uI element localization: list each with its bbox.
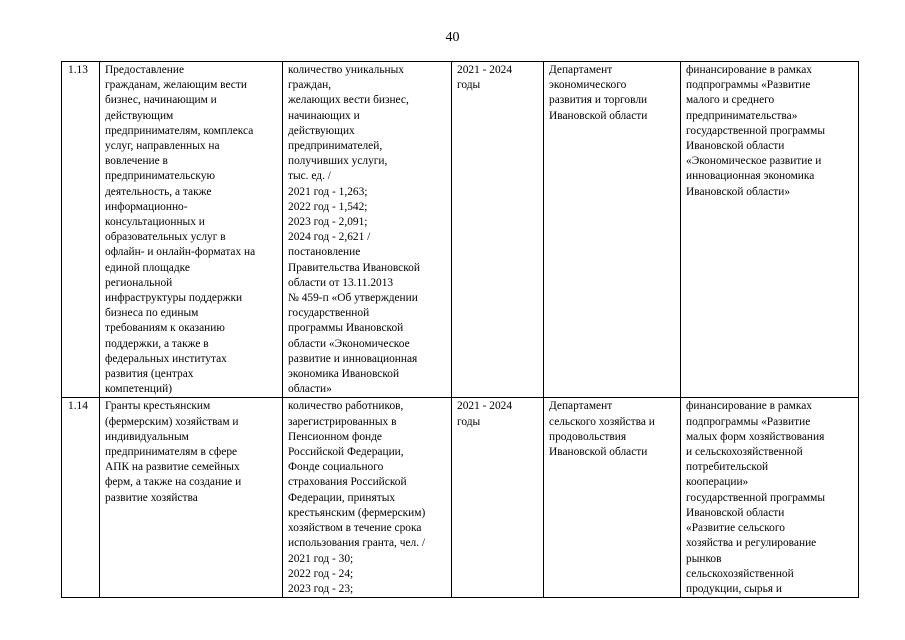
indicator-cell: количество работников, зарегистрированных в Пенсионном фонде Российской Федерации, Фонде социального страхования Российской Федерации, принятых крестьянским (фермерским) хозяйством в течение срока использования гранта, чел. / 2021 год - 30; 2022 год - 24; 2023 год - 23; [283,398,452,598]
measures-table [61,61,859,598]
row-number: 1.13 [62,62,100,398]
activity-cell: Предоставление гражданам, желающим вести бизнес, начинающим и действующим предпринимателям, комплекса услуг, направленных на вовлечение в предпринимательскую деятельность, а также информационно- консультационных и образовательных услуг в офлайн- и онлайн-форматах на единой площадке региональной инфраструктуры поддержки бизнеса по единым требованиям к оказанию поддержки, а также в федеральных институтах развития (центрах компетенций) [100,62,283,398]
period-cell: 2021 - 2024 годы [452,62,544,398]
activity-cell: Гранты крестьянским (фермерским) хозяйствам и индивидуальным предпринимателям в сфере АПК на развитие семейных ферм, а также на создание и развитие хозяйства [100,398,283,598]
page-number: 40 [445,30,460,45]
financing-cell: финансирование в рамках подпрограммы «Развитие малого и среднего предпринимательства» государственной программы Ивановской области «Экономическое развитие и инновационная экономика Ивановской области» [681,62,859,398]
row-number: 1.14 [62,398,100,598]
table-row [62,398,859,598]
financing-cell: финансирование в рамках подпрограммы «Развитие малых форм хозяйствования и сельскохозяйственной потребительской кооперации» государственной программы Ивановской области «Развитие сельского хозяйства и регулирование рынков сельскохозяйственной продукции, сырья и [681,398,859,598]
indicator-cell: количество уникальных граждан, желающих вести бизнес, начинающих и действующих предпринимателей, получивших услуги, тыс. ед. / 2021 год - 1,263; 2022 год - 1,542; 2023 год - 2,091; 2024 год - 2,621 / постановление Правительства Ивановской области от 13.11.2013 № 459-п «Об утверждении государственной программы Ивановской области «Экономическое развитие и инновационная экономика Ивановской области» [283,62,452,398]
table-row [62,62,859,398]
period-cell: 2021 - 2024 годы [452,398,544,598]
executor-cell: Департамент экономического развития и торговли Ивановской области [544,62,681,398]
executor-cell: Департамент сельского хозяйства и продовольствия Ивановской области [544,398,681,598]
